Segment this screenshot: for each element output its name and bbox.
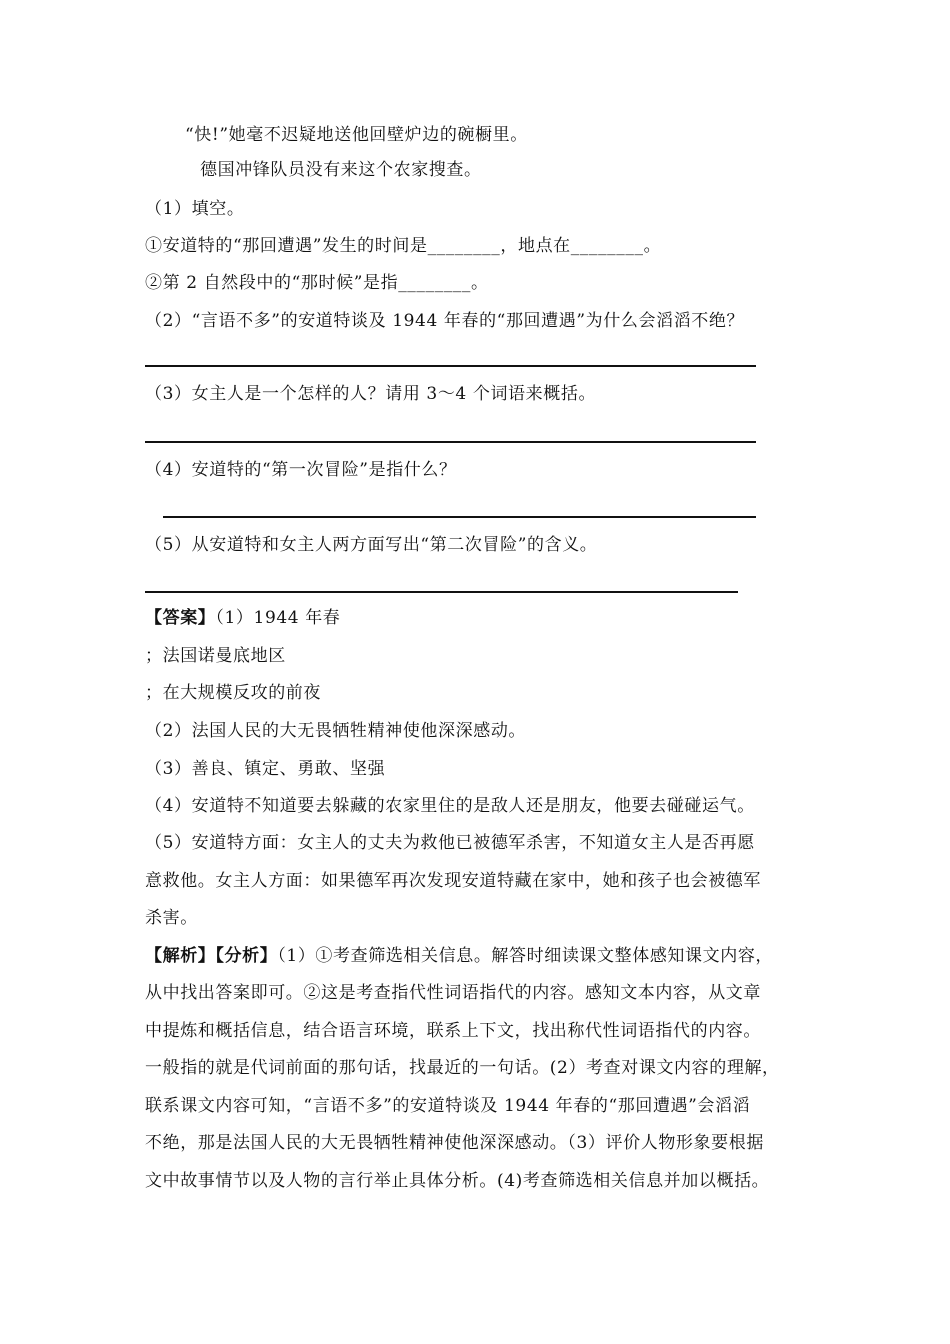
answer-1-context: ；在大规模反攻的前夜	[145, 683, 321, 703]
analysis-line-3: 中提炼和概括信息，结合语言环境，联系上下文，找出称代性词语指代的内容。	[145, 1021, 761, 1041]
analysis-row-1	[145, 945, 773, 967]
answer-line-3	[145, 441, 756, 443]
answer-label: 【答案】	[145, 608, 216, 628]
answer-5-line-3: 杀害。	[145, 908, 198, 928]
question-2: （2）“言语不多”的安道特谈及 1944 年春的“那回遭遇”为什么会滔滔不绝？	[145, 311, 745, 331]
analysis-line-6: 不绝，那是法国人民的大无畏牺牲精神使他深深感动。（3）评价人物形象要根据	[145, 1133, 764, 1153]
answer-1-place: ；法国诺曼底地区	[145, 646, 286, 666]
answer-5-line-2: 意救他。女主人方面：如果德军再次发现安道特藏在家中，她和孩子也会被德军	[145, 871, 761, 891]
answer-line-4	[163, 516, 756, 518]
answer-line-5	[145, 591, 738, 593]
answer-5-line-1: （5）安道特方面：女主人的丈夫为救他已被德军杀害，不知道女主人是否再愿	[145, 833, 755, 853]
analysis-line-7: 文中故事情节以及人物的言行举止具体分析。(4)考查筛选相关信息并加以概括。	[145, 1171, 770, 1191]
analysis-line-5: 联系课文内容可知，“言语不多”的安道特谈及 1944 年春的“那回遭遇”会滔滔	[145, 1096, 751, 1116]
question-3: （3）女主人是一个怎样的人？请用 3～4 个词语来概括。	[145, 384, 597, 404]
analysis-line-2: 从中找出答案即可。②这是考查指代性词语指代的内容。感知文本内容，从文章	[145, 983, 761, 1003]
answer-1: （1）1944 年春	[215, 608, 341, 628]
question-4: （4）安道特的“第一次冒险”是指什么？	[145, 460, 457, 480]
analysis-line-1: （1）①考查筛选相关信息。解答时细读课文整体感知课文内容，	[277, 946, 774, 966]
question-1b: ②第 2 自然段中的“那时候”是指________。	[145, 273, 489, 293]
passage-line-1: “快!”她毫不迟疑地送他回壁炉边的碗橱里。	[185, 125, 528, 145]
answer-line-2	[145, 365, 756, 367]
answer-3: （3）善良、镇定、勇敢、坚强	[145, 759, 386, 779]
question-1: （1）填空。	[145, 199, 245, 219]
question-1a: ①安道特的“那回遭遇”发生的时间是________，地点在________。	[145, 236, 662, 256]
analysis-line-4: 一般指的就是代词前面的那句话，找最近的一句话。(2）考查对课文内容的理解，	[145, 1058, 780, 1078]
passage-line-2: 德国冲锋队员没有来这个农家搜查。	[200, 160, 482, 180]
answer-2: （2）法国人民的大无畏牺牲精神使他深深感动。	[145, 721, 527, 741]
answer-4: （4）安道特不知道要去躲藏的农家里住的是敌人还是朋友，他要去碰碰运气。	[145, 796, 755, 816]
question-5: （5）从安道特和女主人两方面写出“第二次冒险”的含义。	[145, 535, 598, 555]
answer-row-1	[145, 607, 340, 629]
analysis-label: 【解析】【分析】	[145, 946, 278, 966]
